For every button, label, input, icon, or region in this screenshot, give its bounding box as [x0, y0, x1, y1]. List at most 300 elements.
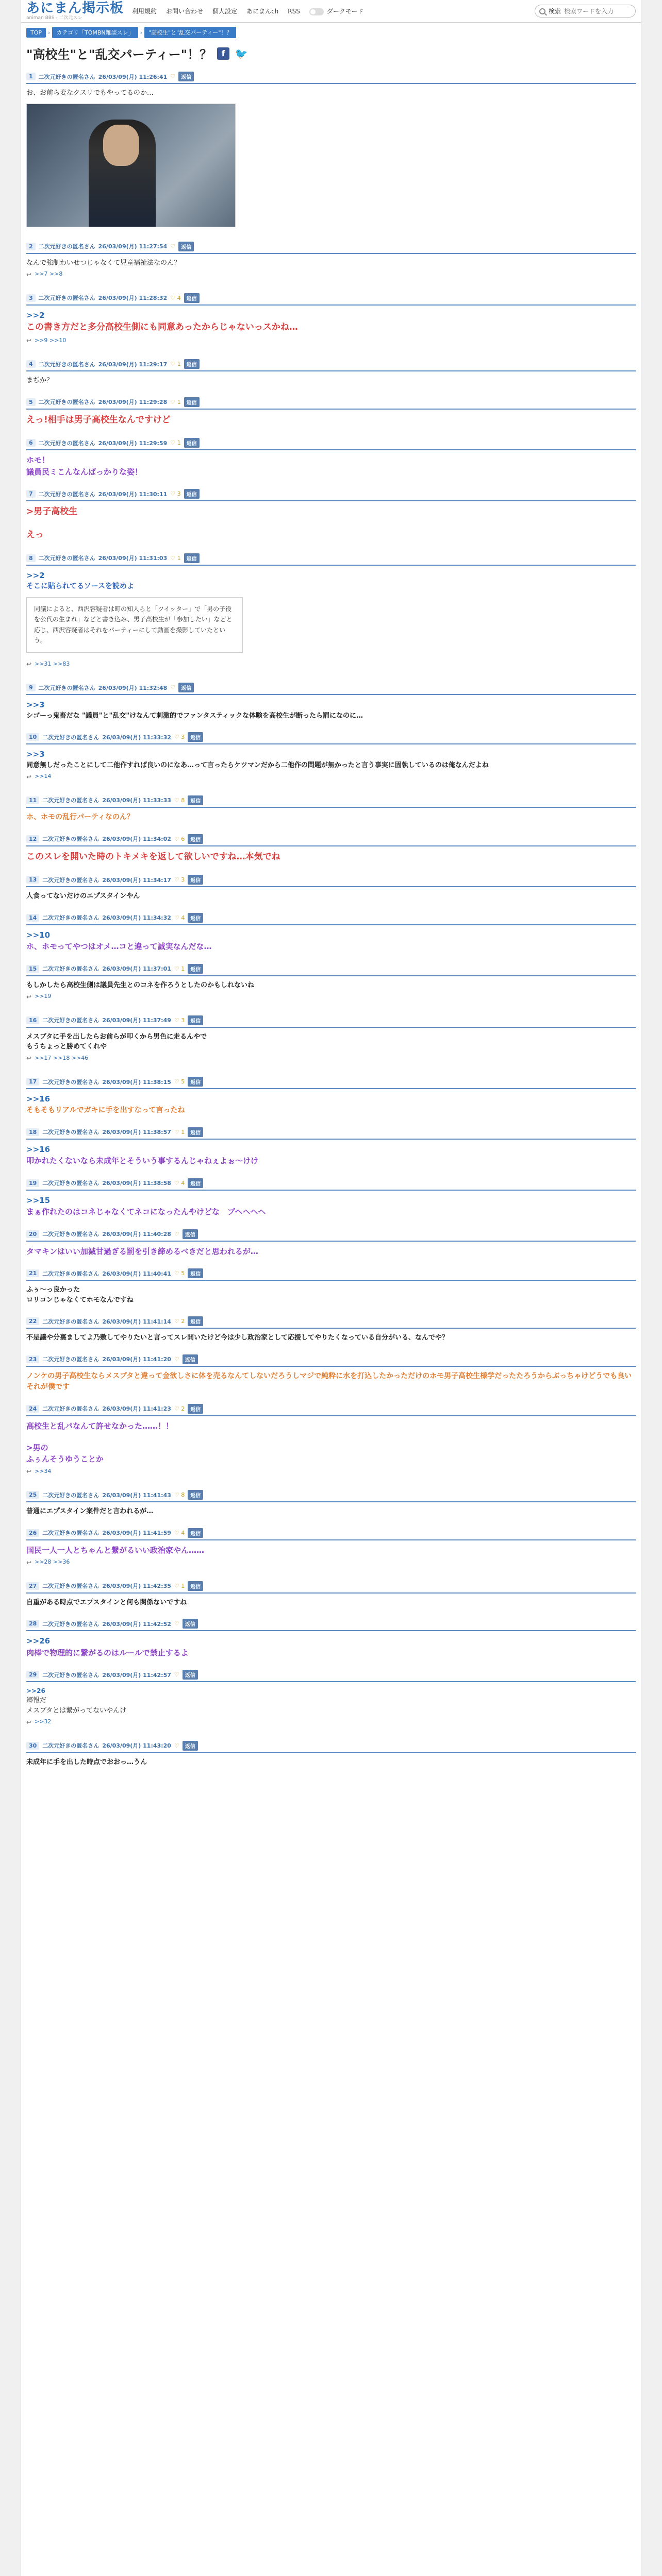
site-header	[21, 0, 641, 23]
like-button[interactable]	[174, 1129, 185, 1136]
post-number[interactable]: 8	[26, 554, 36, 562]
post-text-line: ノンケの男子高校生ならメスブタと違って金欲しさに体を売るなんてしないだろうしマジで純粋に水を打込したかっただけのホモ男子高校生様学だったたろうからぶっちゃけどうでも良いそれが僕です	[26, 1371, 632, 1391]
post-number[interactable]: 21	[26, 1269, 39, 1277]
reply-button[interactable]: 返信	[188, 1316, 203, 1326]
post-header	[26, 236, 636, 251]
like-count: 8	[181, 1492, 185, 1499]
post	[21, 1399, 641, 1485]
thread-title: "高校生"と"乱交パーティー"！？	[26, 47, 212, 62]
nav-terms[interactable]: 利用規約	[132, 8, 157, 15]
reply-button[interactable]: 返信	[188, 1077, 203, 1087]
like-button[interactable]	[174, 734, 185, 740]
post-number[interactable]: 20	[26, 1230, 39, 1238]
post-number[interactable]: 4	[26, 360, 36, 368]
post-header	[26, 1576, 636, 1591]
post-header	[26, 392, 636, 407]
post	[21, 433, 641, 484]
reply-button[interactable]: 返信	[184, 489, 200, 499]
post-text-line: 不是議や分裏ましてよ乃敷してやりたいと言ってスレ開いたけど今は少し政治家として応援してやりたくなっている自分がいる、なんでや？	[26, 1334, 449, 1342]
reply-button[interactable]: 返信	[188, 964, 203, 974]
reply-arrow-icon	[26, 1560, 32, 1565]
like-button[interactable]	[174, 1318, 185, 1325]
post-number[interactable]: 1	[26, 73, 36, 80]
post-date: 26/03/09(月) 11:34:17	[102, 876, 171, 884]
reply-links-text[interactable]: >>17 >>18 >>46	[35, 1054, 89, 1061]
post-body	[26, 846, 636, 870]
reply-button[interactable]: 返信	[178, 242, 194, 251]
reply-links[interactable]	[26, 1716, 636, 1730]
post-header	[26, 1485, 636, 1500]
post-number[interactable]: 29	[26, 1671, 39, 1679]
reply-button[interactable]: 返信	[188, 1528, 203, 1538]
post-author: 二次元好きの匿名さん	[38, 555, 95, 562]
post-number[interactable]: 23	[26, 1355, 39, 1363]
like-button[interactable]	[174, 914, 185, 921]
like-button[interactable]	[174, 1530, 185, 1536]
like-button[interactable]	[174, 836, 185, 842]
post-text-line: >男子高校生	[26, 506, 78, 517]
post-author: 二次元好きの匿名さん	[38, 399, 95, 405]
post-number[interactable]: 24	[26, 1405, 39, 1413]
heart-icon: ♡	[170, 684, 176, 691]
post-author: 二次元好きの匿名さん	[42, 1180, 100, 1187]
post-text-line: 郷報だ	[26, 1697, 47, 1705]
post-body	[26, 1416, 636, 1485]
logo-subtext: animan BBS - 二次元スレ	[26, 15, 82, 21]
post-text-line: えっ	[26, 530, 44, 540]
post-header	[26, 288, 636, 303]
reply-links[interactable]	[26, 1556, 636, 1570]
post-image[interactable]	[26, 104, 236, 227]
reply-links[interactable]	[26, 770, 636, 784]
like-count: 3	[181, 1016, 185, 1024]
nav-contact[interactable]: お問い合わせ	[166, 8, 204, 15]
post-body	[26, 887, 636, 908]
post	[21, 829, 641, 870]
reply-button[interactable]: 返信	[188, 1490, 203, 1500]
like-button[interactable]	[174, 876, 185, 883]
post-body	[26, 1631, 636, 1665]
reply-links-text[interactable]: >>7 >>8	[35, 270, 63, 277]
post-date: 26/03/09(月) 11:34:32	[102, 914, 171, 922]
post	[21, 1311, 641, 1349]
post-date: 26/03/09(月) 11:41:59	[102, 1530, 171, 1537]
reply-button[interactable]: 返信	[188, 1268, 203, 1278]
like-button[interactable]	[170, 439, 180, 446]
post-author: 二次元好きの匿名さん	[38, 73, 95, 80]
reply-button[interactable]: 返信	[178, 72, 194, 81]
post-header	[26, 433, 636, 448]
reply-arrow-icon	[26, 272, 32, 277]
like-button[interactable]	[174, 797, 185, 804]
post-date: 26/03/09(月) 11:30:11	[98, 490, 168, 498]
post	[21, 354, 641, 392]
post-number[interactable]: 18	[26, 1128, 39, 1136]
post-text-line: そもそもリアルでガキに手を出すなって言ったね	[26, 1106, 185, 1114]
heart-icon: ♡	[174, 734, 181, 741]
reply-links[interactable]	[26, 658, 636, 672]
reply-links[interactable]	[26, 990, 636, 1004]
reply-links-text[interactable]: >>34	[35, 1467, 52, 1475]
post-body	[26, 450, 636, 484]
reply-button[interactable]: 返信	[184, 359, 200, 369]
like-button[interactable]	[170, 73, 175, 80]
post-body	[26, 306, 636, 354]
post-number[interactable]: 5	[26, 398, 36, 406]
like-count: 1	[181, 1582, 185, 1589]
post-body	[26, 1089, 636, 1122]
reply-anchor-link[interactable]: >>16	[26, 1094, 51, 1104]
post-author: 二次元好きの匿名さん	[42, 797, 100, 804]
like-button[interactable]	[170, 361, 180, 367]
post-text-line: ふぅんそうゆうことか	[26, 1454, 104, 1464]
post-date: 26/03/09(月) 11:41:14	[102, 1318, 171, 1325]
breadcrumb-separator: ›	[48, 29, 51, 36]
post-header	[26, 829, 636, 844]
post-header	[26, 354, 636, 369]
post-date: 26/03/09(月) 11:38:57	[102, 1129, 171, 1136]
reply-button[interactable]: 返信	[188, 1178, 203, 1188]
post	[21, 1576, 641, 1614]
post-body	[26, 1753, 636, 1774]
heart-icon: ♡	[174, 1671, 179, 1679]
like-count: 1	[181, 965, 185, 972]
like-button[interactable]	[170, 295, 180, 301]
post	[21, 66, 641, 236]
like-button[interactable]	[174, 1405, 185, 1412]
breadcrumb-top[interactable]: TOP	[26, 28, 46, 38]
post-text-line: メスブタに手を出したらお前らが叩くから男色に走るんやで	[26, 1032, 207, 1041]
post-header	[26, 1263, 636, 1278]
post-date: 26/03/09(月) 11:41:20	[102, 1356, 171, 1363]
heart-icon: ♡	[170, 361, 177, 367]
post-date: 26/03/09(月) 11:43:20	[102, 1742, 171, 1750]
post-author: 二次元好きの匿名さん	[42, 876, 100, 884]
reply-anchor-link[interactable]: >>15	[26, 1195, 51, 1205]
post-author: 二次元好きの匿名さん	[42, 1356, 100, 1363]
search-box	[535, 5, 636, 18]
post-number[interactable]: 30	[26, 1742, 39, 1750]
post	[21, 1349, 641, 1399]
post	[21, 1665, 641, 1736]
post-body	[26, 84, 636, 236]
heart-icon: ♡	[174, 1492, 181, 1499]
reply-button[interactable]: 返信	[183, 1741, 198, 1751]
heart-icon: ♡	[170, 73, 176, 80]
reply-button[interactable]: 返信	[183, 1354, 198, 1364]
post-body	[26, 695, 636, 727]
post-author: 二次元好きの匿名さん	[42, 1017, 100, 1024]
post-number[interactable]: 12	[26, 835, 39, 843]
like-count: 4	[181, 1529, 185, 1536]
nav-animanch[interactable]: あにまんch	[246, 8, 279, 15]
post-author: 二次元好きの匿名さん	[42, 914, 100, 922]
heart-icon: ♡	[174, 1529, 181, 1536]
reply-button[interactable]: 返信	[183, 1670, 198, 1680]
post-text-line: 肉棒で物理的に繋がるのはルールで禁止するよ	[26, 1648, 189, 1657]
reply-links[interactable]	[26, 268, 636, 282]
post-body	[26, 1028, 636, 1072]
reply-button[interactable]: 返信	[178, 683, 194, 692]
post	[21, 677, 641, 727]
post-text-line: もうちょっと勝めてくれや	[26, 1043, 107, 1051]
post-text-line: ロリコンじゃなくてホモなんですね	[26, 1296, 134, 1304]
like-button[interactable]	[174, 1180, 185, 1187]
reply-anchor-link[interactable]: >>2	[26, 310, 45, 320]
post-text-line: 国民一人一人とちゃんと繋がるいい政治家やん……	[26, 1545, 205, 1555]
reply-anchor-link[interactable]: >>26	[26, 1687, 45, 1695]
reply-button[interactable]: 返信	[188, 1015, 203, 1025]
like-button[interactable]	[170, 243, 175, 250]
post-number[interactable]: 28	[26, 1620, 39, 1628]
post	[21, 1224, 641, 1264]
post-date: 26/03/09(月) 11:37:01	[102, 965, 171, 973]
post-text-line: ホ、ホモってやつはオメ…コと違って誠実なんだな…	[26, 942, 212, 952]
post-text-line: 議員民ミこんなんばっかりな姿！	[26, 467, 143, 477]
post-author: 二次元好きの匿名さん	[42, 1742, 100, 1750]
heart-icon: ♡	[174, 876, 181, 884]
search-select[interactable]: 検索	[548, 8, 561, 15]
post-header	[26, 548, 636, 563]
reply-button[interactable]: 返信	[188, 1127, 203, 1137]
reply-button[interactable]: 返信	[188, 732, 203, 742]
reply-button[interactable]: 返信	[183, 1229, 198, 1239]
post-author: 二次元好きの匿名さん	[42, 1129, 100, 1136]
post-date: 26/03/09(月) 11:34:02	[102, 836, 171, 843]
heart-icon: ♡	[174, 1270, 181, 1277]
heart-icon: ♡	[170, 554, 177, 562]
quoted-source: 同議によると、西沢容疑者は町の知人らと「ツイッター」で「男の子役を公代の生まれ」などと書き込み、男子高校生が「参加したい」などと応じ、西沢容疑者はそれをパーティーにして動画を撮影していたという。	[26, 597, 243, 653]
post-header	[26, 870, 636, 885]
reply-button[interactable]: 返信	[188, 875, 203, 885]
reply-arrow-icon	[26, 338, 32, 343]
post	[21, 288, 641, 354]
like-button[interactable]	[174, 1270, 185, 1277]
like-count: 4	[181, 914, 185, 921]
like-button[interactable]	[174, 1356, 179, 1363]
like-button[interactable]	[174, 1492, 185, 1498]
post-text-line: 自重がある時点でエプスタインと何も関係ないですね	[26, 1598, 187, 1606]
like-button[interactable]	[170, 399, 180, 405]
post-number[interactable]: 7	[26, 490, 36, 498]
reply-links-text[interactable]: >>9 >>10	[35, 336, 67, 344]
post-body	[26, 1329, 636, 1349]
reply-links[interactable]	[26, 334, 636, 348]
reply-links-text[interactable]: >>19	[35, 993, 52, 1000]
post-text-line: >男の	[26, 1443, 48, 1452]
post-header	[26, 1224, 636, 1239]
post-number[interactable]: 15	[26, 965, 39, 973]
like-count: 1	[177, 398, 181, 405]
reply-links-text[interactable]: >>28 >>36	[35, 1558, 70, 1566]
reply-button[interactable]: 返信	[184, 397, 200, 407]
reply-anchor-link[interactable]: >>3	[26, 750, 45, 759]
heart-icon: ♡	[174, 1355, 179, 1363]
post	[21, 236, 641, 288]
twitter-share-icon[interactable]: 🐦	[235, 47, 248, 60]
like-button[interactable]	[170, 555, 180, 562]
post-body	[26, 1191, 636, 1224]
reply-button[interactable]: 返信	[188, 1404, 203, 1414]
post-text-line: タマキンはいい加減甘過ぎる罰を引き締めるべきだと思われるが…	[26, 1246, 258, 1256]
like-button[interactable]	[170, 684, 175, 691]
breadcrumb-thread[interactable]: "高校生"と"乱交パーティー"！？	[144, 27, 236, 38]
post-body	[26, 1281, 636, 1311]
post	[21, 1173, 641, 1224]
post-body	[26, 501, 636, 548]
post-number[interactable]: 19	[26, 1179, 39, 1187]
post-body	[26, 566, 636, 678]
post-text-line: このスレを開いた時のトキメキを返して欲しいですね…本気でね	[26, 851, 280, 862]
reply-links[interactable]	[26, 1465, 636, 1479]
post-text-line: 高校生と乱パなんて許せなかった……！！	[26, 1421, 174, 1431]
reply-button[interactable]: 返信	[184, 553, 200, 563]
post-text-line: ホ、ホモの乱行パーティなのん？	[26, 812, 134, 821]
post-header	[26, 959, 636, 974]
like-count: 2	[181, 1318, 185, 1325]
heart-icon: ♡	[174, 1016, 181, 1024]
post-author: 二次元好きの匿名さん	[42, 734, 100, 741]
post-body	[26, 925, 636, 959]
breadcrumb-category[interactable]: カテゴリ「TOMBN雑談スレ」	[52, 27, 138, 38]
like-button[interactable]	[174, 1742, 179, 1749]
post-date: 26/03/09(月) 11:28:32	[98, 295, 168, 301]
post-header	[26, 66, 636, 81]
post-author: 二次元好きの匿名さん	[42, 1231, 100, 1238]
reply-links-text[interactable]: >>14	[35, 773, 52, 780]
post-number[interactable]: 22	[26, 1317, 39, 1325]
site-logo[interactable]	[26, 2, 124, 21]
like-count: 2	[181, 1405, 185, 1412]
post-header	[26, 790, 636, 805]
reply-button[interactable]: 返信	[188, 795, 203, 805]
post-header	[26, 1736, 636, 1751]
like-button[interactable]	[174, 1231, 179, 1238]
reply-anchor-link[interactable]: >>16	[26, 1144, 51, 1154]
reply-links-text[interactable]: >>32	[35, 1718, 52, 1725]
post-text-line: まぁ作れたのはコネじゃなくてネコになったんやけどな ブヘヘヘヘ	[26, 1207, 266, 1217]
like-button[interactable]	[174, 1078, 185, 1085]
post-date: 26/03/09(月) 11:38:58	[102, 1180, 171, 1187]
like-count: 3	[181, 734, 185, 741]
post-author: 二次元好きの匿名さん	[38, 490, 95, 498]
post-text-line	[26, 1432, 636, 1442]
post-date: 26/03/09(月) 11:26:41	[98, 73, 168, 80]
post-date: 26/03/09(月) 11:42:35	[102, 1583, 171, 1590]
reply-button[interactable]: 返信	[188, 1581, 203, 1591]
reply-arrow-icon	[26, 1056, 32, 1060]
post-number[interactable]: 6	[26, 439, 36, 447]
reply-anchor-link[interactable]: >>10	[26, 930, 51, 940]
post-text-line: ふぅ～っ良かった	[26, 1286, 80, 1294]
post-number[interactable]: 27	[26, 1582, 39, 1590]
reply-links[interactable]	[26, 1052, 636, 1066]
post-number[interactable]: 11	[26, 796, 39, 804]
like-count: 1	[181, 1128, 185, 1136]
post	[21, 870, 641, 908]
post-header	[26, 1523, 636, 1538]
like-button[interactable]	[174, 1620, 179, 1627]
post-text-line: えっ!相手は男子高校生なんですけど	[26, 414, 171, 425]
post-body	[26, 1242, 636, 1264]
facebook-share-icon[interactable]: f	[217, 47, 229, 60]
post-number[interactable]: 10	[26, 733, 39, 741]
post-text-line: まぢか？	[26, 377, 54, 384]
post-text-line: 人食ってないだけのエプスタインやん	[26, 892, 140, 901]
post-number[interactable]: 13	[26, 876, 39, 884]
post-number[interactable]: 17	[26, 1078, 39, 1086]
like-count: 5	[181, 1270, 185, 1277]
post	[21, 1263, 641, 1311]
reply-anchor-link[interactable]: >>2	[26, 570, 45, 580]
breadcrumb	[21, 23, 641, 42]
reply-anchor-link[interactable]: >>3	[26, 700, 45, 710]
dark-mode-toggle[interactable]	[309, 7, 364, 15]
heart-icon: ♡	[174, 835, 181, 842]
post-date: 26/03/09(月) 11:33:33	[102, 797, 171, 804]
nav-settings[interactable]: 個人設定	[212, 8, 238, 15]
post-header	[26, 1072, 636, 1087]
like-count: 1	[177, 439, 181, 446]
post-number[interactable]: 3	[26, 294, 36, 302]
post-author: 二次元好きの匿名さん	[38, 295, 95, 301]
reply-anchor-link[interactable]: >>26	[26, 1636, 51, 1646]
post-date: 26/03/09(月) 11:41:23	[102, 1405, 171, 1413]
page-container	[21, 0, 641, 2576]
like-button[interactable]	[174, 965, 185, 972]
reply-button[interactable]: 返信	[188, 913, 203, 923]
search-input[interactable]	[564, 8, 631, 15]
post-number[interactable]: 25	[26, 1491, 39, 1499]
post-date: 26/03/09(月) 11:29:28	[98, 399, 168, 405]
post-number[interactable]: 16	[26, 1016, 39, 1024]
like-button[interactable]	[174, 1017, 185, 1024]
reply-links-text[interactable]: >>31 >>83	[35, 660, 70, 667]
post-author: 二次元好きの匿名さん	[42, 1078, 100, 1086]
post-number[interactable]: 2	[26, 243, 36, 250]
reply-button[interactable]: 返信	[184, 293, 200, 303]
post-header	[26, 1665, 636, 1680]
post-header	[26, 908, 636, 923]
reply-arrow-icon	[26, 1469, 32, 1473]
post-author: 二次元好きの匿名さん	[42, 1671, 100, 1679]
reply-button[interactable]: 返信	[188, 834, 203, 844]
post-number[interactable]: 9	[26, 684, 36, 691]
post-body	[26, 744, 636, 790]
post	[21, 727, 641, 790]
heart-icon: ♡	[170, 439, 177, 446]
like-button[interactable]	[174, 1583, 185, 1589]
toggle-switch-icon[interactable]	[309, 8, 324, 15]
thread-title-row	[21, 42, 641, 66]
post-text-line: メスブタとは繋がってないやんけ	[26, 1706, 127, 1715]
nav-rss[interactable]: RSS	[288, 7, 300, 15]
post	[21, 1122, 641, 1173]
post-body	[26, 254, 636, 288]
post-number[interactable]: 14	[26, 914, 39, 922]
reply-button[interactable]: 返信	[184, 438, 200, 448]
like-count: 6	[181, 835, 185, 842]
reply-button[interactable]: 返信	[183, 1619, 198, 1629]
post-text-line: シゴーっ鬼畜だな "議員"と"乱交"けなんて刺激的でファンタスティックな体験を高校生が断ったら罰になのに…	[26, 711, 363, 720]
post-number[interactable]: 26	[26, 1529, 39, 1537]
heart-icon: ♡	[174, 796, 181, 804]
post-date: 26/03/09(月) 11:37:49	[102, 1017, 171, 1024]
post-text-line: もしかしたら高校生側は議員先生とのコネを作ろうとしたのかもしれないね	[26, 981, 255, 989]
like-button[interactable]	[174, 1671, 179, 1678]
post-header	[26, 1399, 636, 1414]
like-button[interactable]	[170, 490, 180, 497]
